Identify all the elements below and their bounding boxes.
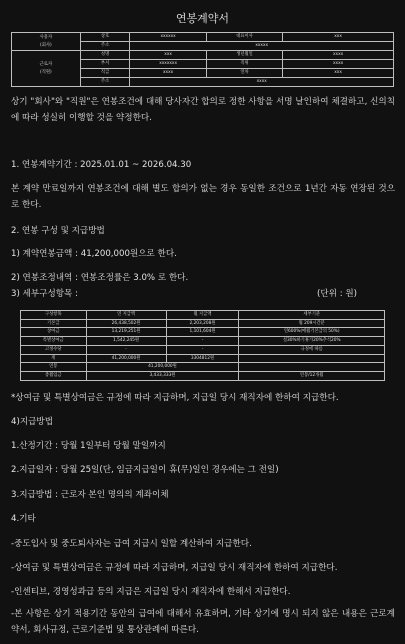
adjustment-rate: 2) 연봉조정내역 : 연봉조정률은 3.0% 로 한다. <box>11 273 189 283</box>
worker-label: 근로자 (직원) <box>12 51 81 87</box>
etc-heading: 4.기타 <box>11 514 36 524</box>
etc-item-prorate: -중도입사 및 중도퇴사자는 급여 지급시 일할 계산하여 지급한다. <box>11 539 252 549</box>
table-row: 특별상여금 1,542,245원 - 설30%하기휴가20%추석20% <box>21 337 385 346</box>
document-title: 연봉계약서 <box>175 12 230 25</box>
section-salary-heading: 2. 연봉 구성 및 지급방법 <box>11 226 105 236</box>
payment-date: 2.지급일자 : 당월 25일(단, 임금지급일이 휴(무)일인 경우에는 그 전일) <box>11 465 279 475</box>
table-header-row: 구성항목 연 지급액 월 지급액 세부기준 <box>21 311 385 320</box>
contract-amount: 1) 계약연봉금액 : 41,200,000원으로 한다. <box>11 249 177 259</box>
etc-item-validity: -본 사항은 상기 적용기간 동안의 급여에 대해서 유효하며, 기타 상기에 명시 되지 않은 내용은 근로계약서, 회사규정, 근로기준법 및 통상관례에 따른다. <box>11 609 395 635</box>
table-row: 사용자 (회사) 상호 xxxxxx 대표이사 xxx <box>12 33 394 42</box>
payment-method-heading: 4)지급방법 <box>11 417 54 427</box>
party-info-table <box>11 32 394 87</box>
table-row: 직급 xxxx 연차 xxx <box>12 69 394 78</box>
etc-item-bonus: -상여금 및 특별상여금은 규정에 따라 지급하며, 지급일 당시 재직자에 한하여 지급한다. <box>11 563 338 573</box>
intro-paragraph: 상기 "회사"와 "직원"은 연봉조건에 대해 당사자간 합의로 정한 사항을 서명 날인하여 체결하고, 신의칙에 따라 성실히 이행할 것을 약정한다. <box>11 97 395 123</box>
bonus-note: *상여금 및 특별상여금은 규정에 따라 지급하며, 지급일 당시 재직자에 한하여 지급한다. <box>11 393 339 403</box>
payment-transfer: 3.지급방법 : 근로자 본인 명의의 계좌이체 <box>11 490 169 500</box>
contract-period: 1. 연봉계약기간 : 2025.01.01 ~ 2026.04.30 <box>11 160 192 170</box>
unit-label: (단위 : 원) <box>317 289 357 299</box>
calculation-period: 1.산정기간 : 당월 1일부터 당월 말일까지 <box>11 441 166 451</box>
table-row: 연봉 41,200,000원 <box>21 363 385 372</box>
table-row: 상여금 13,219,251원 1,101,604원 연600%(매월기본급의 50%) <box>21 328 385 337</box>
table-row: 주소 xxxxx <box>12 42 394 51</box>
etc-item-incentive: -인센티브, 경영성과급 등의 지급은 지급일 당시 재직자에 한해서 지급한다. <box>11 587 291 597</box>
table-row: 계 41,200,000원 3304812원 <box>21 354 385 363</box>
salary-table <box>20 310 385 381</box>
employer-label: 사용자 (회사) <box>12 33 81 51</box>
table-row: 고정수당 - - 규정에 따름 <box>21 345 385 354</box>
detail-items-line <box>11 286 395 302</box>
table-row: 총월임금 3,433,333원 연봉/12개월 <box>21 371 385 380</box>
table-row: 주소 xxxx <box>12 78 394 87</box>
detail-items-label: 3) 세부구성항목 : <box>11 289 78 299</box>
renewal-paragraph: 본 계약 만료일까지 연봉조건에 대해 별도 합의가 없는 경우 동일한 조건으로 1년간 자동 연장된 것으로 한다. <box>11 184 395 210</box>
table-row: 기본급 26,438,502원 2,203,208원 월 209시간분 <box>21 319 385 328</box>
table-row: 부서 xxxxxxx 직위 xxxx <box>12 60 394 69</box>
table-row: 근로자 (직원) 성명 xxx 생년월일 xxxx <box>12 51 394 60</box>
